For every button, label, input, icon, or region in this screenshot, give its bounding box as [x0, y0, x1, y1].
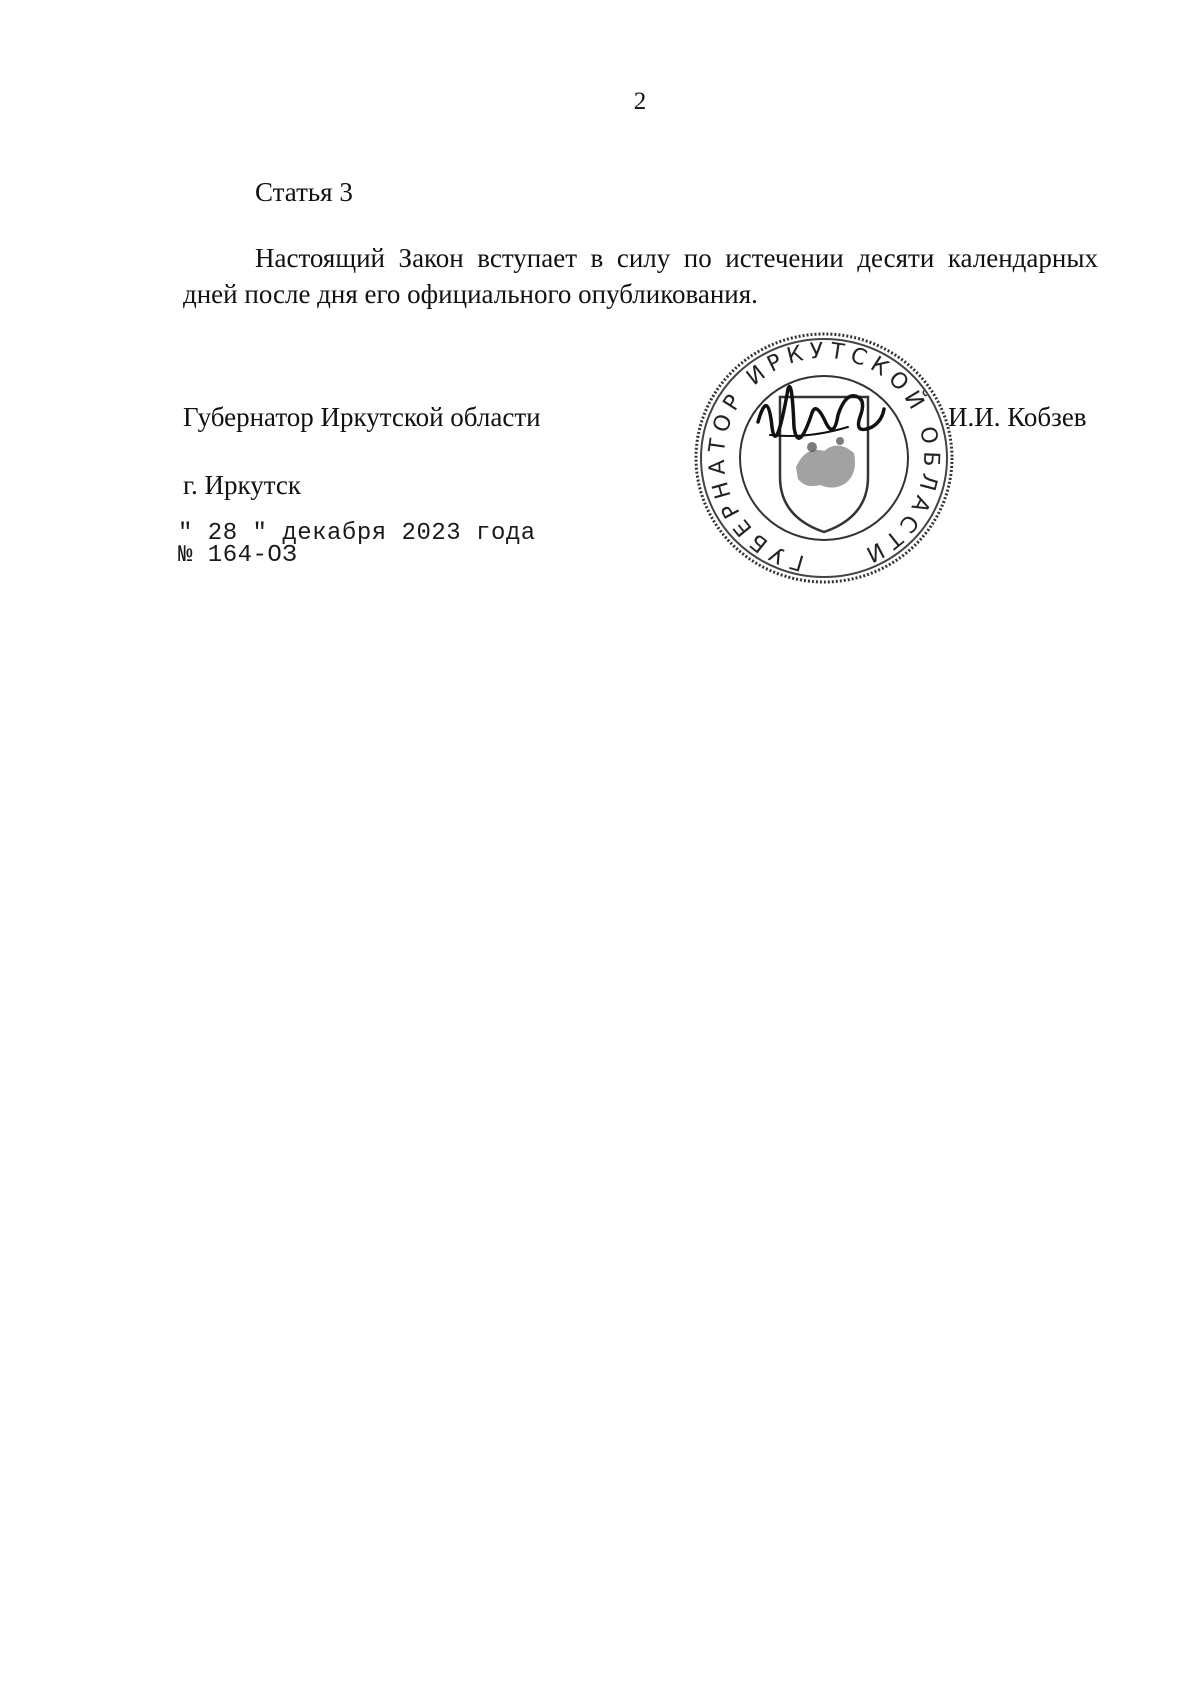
official-seal: [688, 327, 960, 589]
signer-name: И.И. Кобзев: [948, 402, 1087, 432]
city-label: г. Иркутск: [183, 470, 301, 500]
page-number: 2: [633, 88, 647, 115]
article-heading: Статья 3: [255, 177, 353, 207]
article-body: Настоящий Закон вступает в силу по истечении десяти календарных дней после дня его официального опубликования.: [183, 243, 1098, 309]
date-line: " 28 " декабря 2023 года: [178, 520, 536, 547]
law-number: № 164-ОЗ: [178, 542, 298, 569]
seal-icon: [688, 327, 960, 589]
signer-title: Губернатор Иркутской области: [183, 402, 541, 432]
seal-ring-text: ГУБЕРНАТОР ИРКУТСКОЙ ОБЛАСТИ: [704, 338, 944, 575]
